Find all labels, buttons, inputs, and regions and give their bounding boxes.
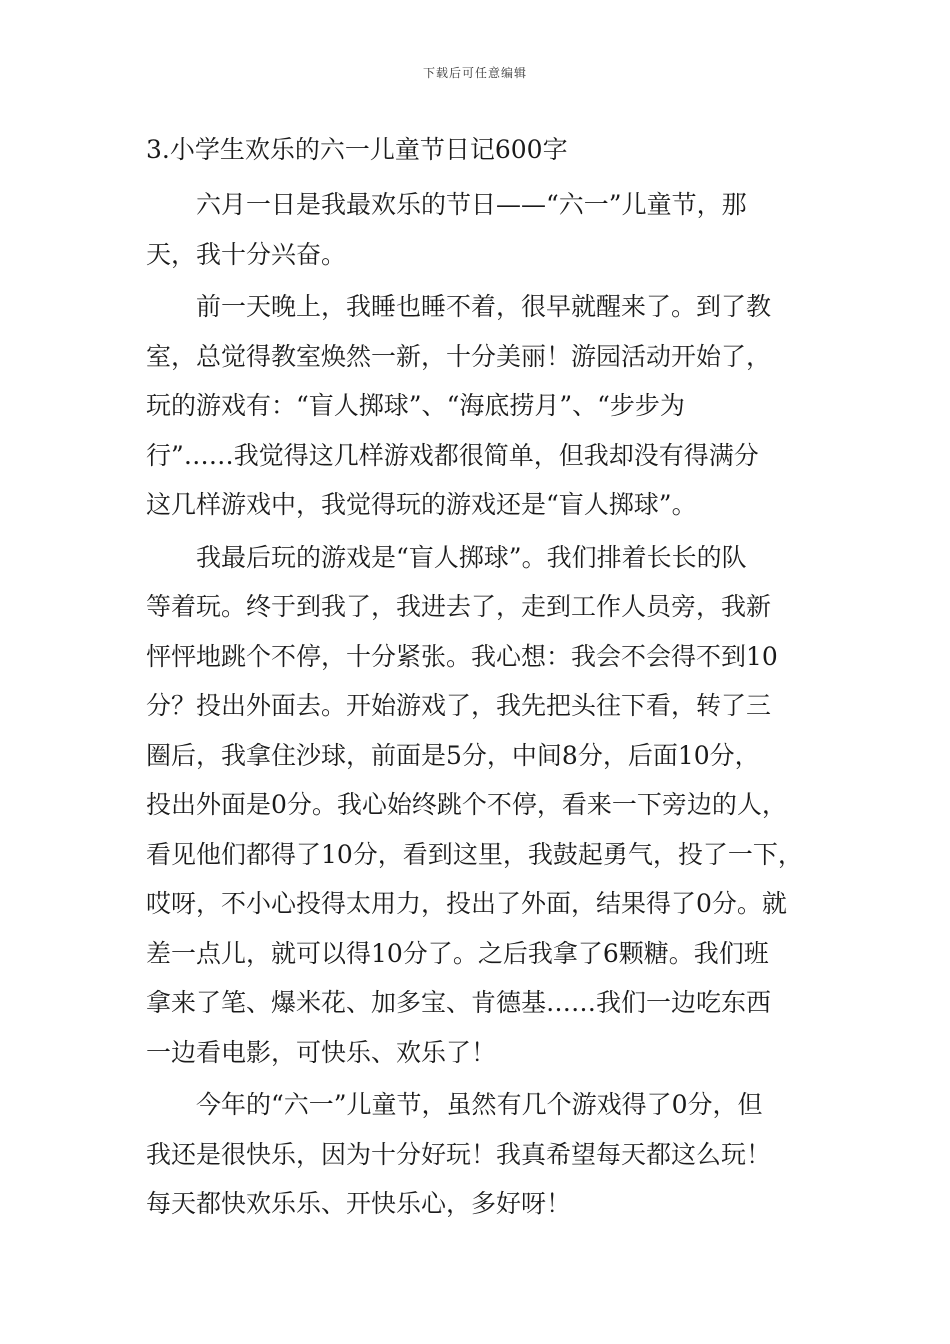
paragraph-line: 每天都快欢乐乐、开快乐心，多好呀！ [146, 1189, 572, 1218]
paragraph-4 [146, 1080, 836, 1229]
paragraph-line: 哎呀，不小心投得太用力，投出了外面，结果得了0分。就 [146, 889, 787, 918]
paragraph-line: 我最后玩的游戏是“盲人掷球”。我们排着长长的队 [196, 542, 747, 572]
paragraph-line: 今年的“六一”儿童节，虽然有几个游戏得了0分，但 [196, 1090, 763, 1119]
paragraph-line: 前一天晚上，我睡也睡不着，很早就醒来了。到了教 [196, 292, 772, 321]
paragraph-line: 玩的游戏有：“盲人掷球”、“海底捞月”、“步步为 [146, 391, 685, 420]
paragraph-line: 怦怦地跳个不停，十分紧张。我心想：我会不会得不到10 [146, 641, 778, 671]
paragraph-line: 这几样游戏中，我觉得玩的游戏还是“盲人掷球”。 [146, 490, 697, 519]
paragraph-line: 看见他们都得了10分，看到这里，我鼓起勇气，投了一下， [146, 839, 803, 869]
paragraph-line: 一边看电影，可快乐、欢乐了！ [146, 1037, 497, 1067]
paragraph-2 [146, 282, 836, 530]
header-note: 下载后可任意编辑 [422, 66, 527, 80]
paragraph-line: 室，总觉得教室焕然一新，十分美丽！游园活动开始了， [146, 341, 772, 371]
paragraph-line: 圈后，我拿住沙球，前面是5分，中间8分，后面10分， [146, 740, 760, 770]
document-title: 3.小学生欢乐的六一儿童节日记600字 [146, 135, 568, 164]
document-body [146, 130, 836, 1232]
paragraph-line: 拿来了笔、爆米花、加多宝、肯德基……我们一边吃东西 [146, 988, 772, 1017]
paragraph-line: 六月一日是我最欢乐的节日——“六一”儿童节，那 [196, 190, 747, 219]
paragraph-1 [146, 180, 836, 279]
paragraph-line: 分？投出外面去。开始游戏了，我先把头往下看，转了三 [146, 691, 772, 720]
paragraph-line: 投出外面是0分。我心始终跳个不停，看来一下旁边的人， [146, 790, 787, 819]
paragraph-line: 我还是很快乐，因为十分好玩！我真希望每天都这么玩！ [146, 1139, 772, 1169]
paragraph-3 [146, 533, 836, 1078]
paragraph-line: 差一点儿，就可以得10分了。之后我拿了6颗糖。我们班 [146, 938, 769, 968]
paragraph-line: 等着玩。终于到我了，我进去了，走到工作人员旁，我新 [146, 592, 772, 621]
paragraph-line: 行”……我觉得这几样游戏都很简单，但我却没有得满分 [146, 440, 759, 470]
paragraph-line: 天，我十分兴奋。 [146, 239, 347, 269]
